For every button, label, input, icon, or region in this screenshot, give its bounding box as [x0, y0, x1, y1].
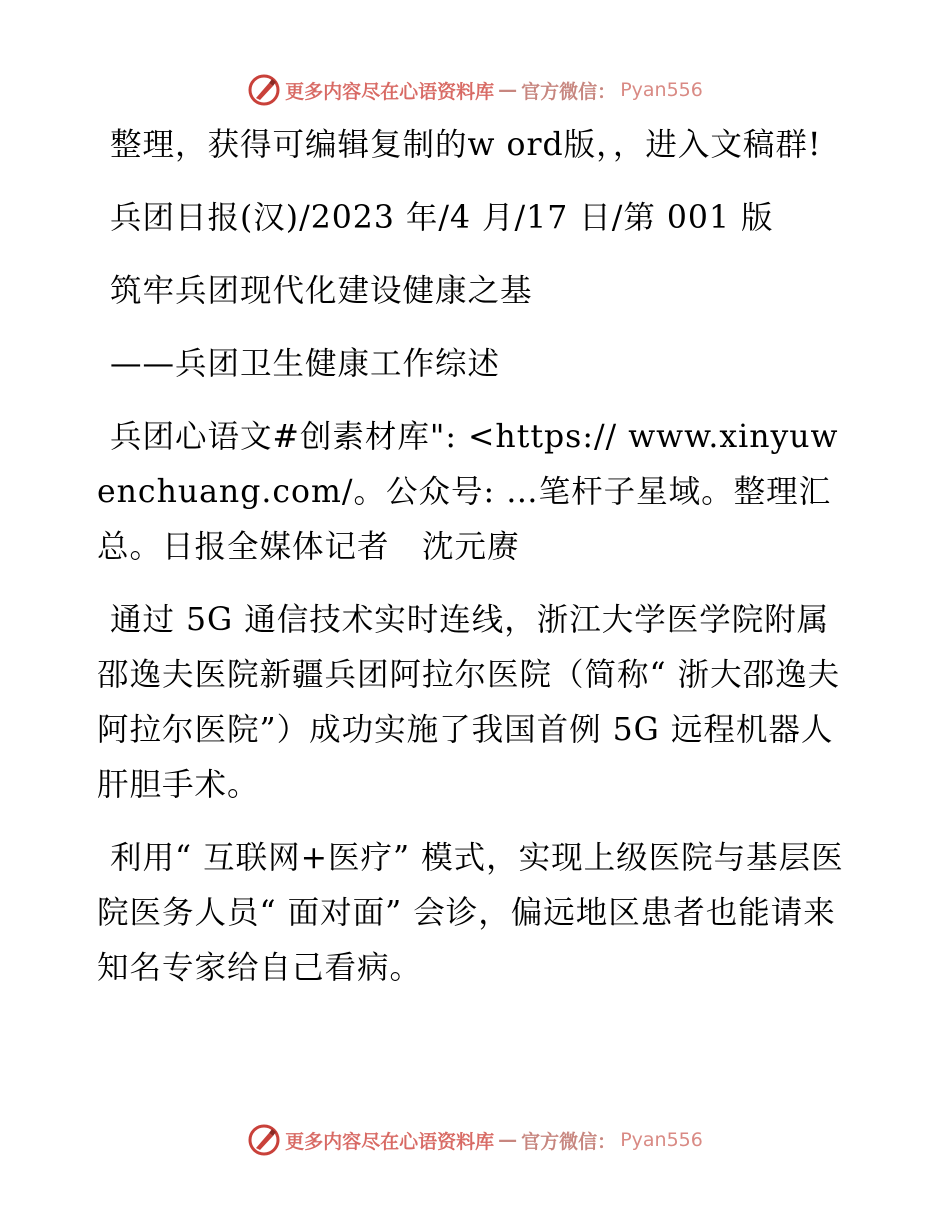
paragraph-intro: 整理，获得可编辑复制的w ord版，，进入文稿群! — [110, 127, 822, 163]
watermark-main-text: 更多内容尽在心语资料库 — [285, 80, 495, 103]
watermark-main-text: 更多内容尽在心语资料库 — [285, 1130, 495, 1153]
paragraph-body-2: 利用“ 互联网+医疗” 模式，实现上级医院与基层医院医务人员“ 面对面” 会诊，偏远地区患者也能请来知名专家给自己看病。 — [97, 840, 844, 986]
footer-watermark — [0, 1120, 950, 1160]
paragraph-body-1: 通过 5G 通信技术实时连线，浙江大学医学院附属邵逸夫医院新疆兵团阿拉尔医院（简称“ 浙大邵逸夫阿拉尔医院”）成功实施了我国首例 5G 远程机器人肝胆手术。 — [97, 602, 841, 803]
watermark-wechat-label: 官方微信： — [521, 1130, 617, 1153]
header-watermark — [0, 70, 950, 110]
watermark-dash: — — [498, 79, 518, 101]
watermark-wechat-label: 官方微信： — [521, 80, 617, 103]
pen-logo-icon — [247, 73, 281, 107]
document-body — [97, 118, 857, 1014]
watermark-wechat-id: Pyan556 — [620, 79, 703, 101]
watermark-dash: — — [498, 1129, 518, 1151]
paragraph-credit: 兵团心语文#创素材库": <https:// www.xinyuwenchuang.com/。公众号: …笔杆子星域。整理汇总。日报全媒体记者 沈元赓 — [97, 419, 839, 565]
watermark-wechat-id: Pyan556 — [620, 1129, 703, 1151]
article-subtitle: ——兵团卫生健康工作综述 — [110, 346, 501, 382]
article-title: 筑牢兵团现代化建设健康之基 — [110, 273, 533, 309]
pen-logo-icon — [247, 1123, 281, 1157]
paragraph-source-line: 兵团日报(汉)/2023 年/4 月/17 日/第 001 版 — [110, 200, 774, 236]
